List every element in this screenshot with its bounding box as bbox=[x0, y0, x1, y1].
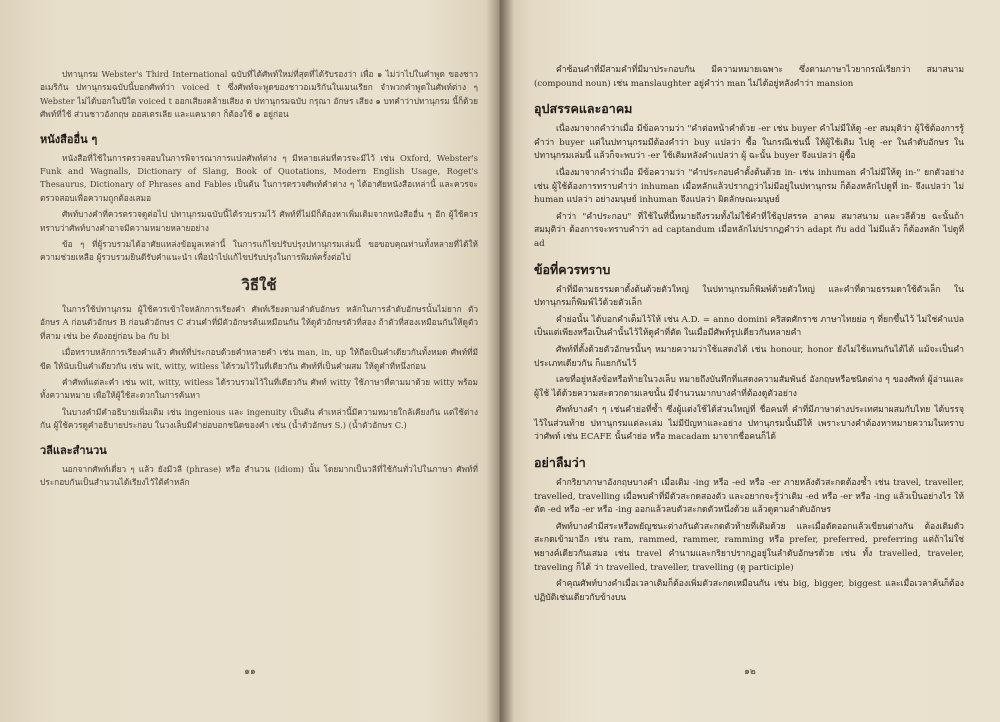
right-paragraph: ศัพท์ที่ตั้งด้วยตัวอักษรนั้นๆ หมายความว่าใช้แสดงได้ เช่น honour, honor ยังไม่ใช้แทนกันได้ได้ แม้จะเป็นคำ ประเภทเดียวกัน ก็แยกกันไว้ bbox=[534, 344, 964, 369]
right-section-heading-remember: อย่าลืมว่า bbox=[534, 455, 586, 471]
left-paragraph: หนังสือที่ใช้ในการตรวจสอบในการพิจารณาการแปลศัพท์ต่าง ๆ มีหลายเล่มที่ควรจะมีไว้ เช่น Oxford, Webster's Funk and Wagnalls, Dictionary of Slang, Book of Quotations, Modern English Usage, Roget's Thesaurus, Dictionary of Phrases and Fables เป็นต้น ในการตรวจศัพท์คำต่าง ๆ ได้อาศัยหนังสือเหล่านี้ และควรจะตรวจสอบเพื่อความถูกต้องเสมอ bbox=[40, 152, 478, 203]
right-paragraph: เนื่องมาจากคำว่าเมื่อ มีข้อความว่า "คำประกอบคำตั้งต้นด้วย in- เช่น inhuman คำไม่มีให้ดู in-" ยกตัวอย่าง เช่น ผู้ใช้ต้องการทราบคำว่า inhuman เมื่อหลักแล้วปรากฏว่าไม่มีอยู่ในปทานุกรม ก็ต้องหลักไปดูที่ in- จึงแปลว่า ไม่ human แปลว่า อย่างมนุษย์ inhuman จึงแปลว่า ผิดลักษณะมนุษย์ bbox=[534, 167, 964, 206]
right-paragraph: คำที่มีตามธรรมดาตั้งต้นด้วยตัวใหญ่ ในปทานุกรมก็พิมพ์ด้วยตัวใหญ่ และคำที่ตามธรรมดาใช้ตัวเล็ก ใน ปทานุกรมก็พิมพ์ไว้ด้วยตัวเล็ก bbox=[534, 284, 964, 309]
left-paragraph: ข้อ ๆ ที่ผู้รวบรวมได้อาศัยแหล่งข้อมูลเหล่านี้ ในการแก้ไขปรับปรุงปทานุกรมเล่มนี้ ขอขอบคุณท่านทั้งหลายที่ได้ให้ความช่วยเหลือ ผู้รวบรวมยินดีรับคำแนะนำ เพื่อนำไปแก้ไขปรับปรุงในการพิมพ์ครั้งต่อไป bbox=[40, 239, 478, 263]
right-paragraph: เลขที่อยู่หลังข้อหรือท้ายในวงเล็บ หมายถึงบันทึกที่แสดงความสัมพันธ์ อังกฤษหรือชนิดต่าง ๆ ของศัพท์ ผู้อ่านและผู้ใช้ ได้ด้วยความสะดวกตามเลขนั้น มีจำนวนมากบางคำที่ต้องดูตัวอย่าง bbox=[534, 375, 964, 399]
left-paragraph: ปทานุกรม Webster's Third International ฉบับที่ได้ศัพท์ใหม่ที่สุดที่ได้รับรองว่า เพื่อ ๑ ไม่ว่าไปในคำพูด ของชาวอเมริกัน ปทานุกรมฉบับนี้บอกศัพท์ว่า voiced t ซึ่งศัพท์จะพูดของชาวอเมริกันในเมนเรียก จำพวกคำพูดในศัพท์ต่าง ๆ Webster ไม่ได้บอกในปีใด voiced t ออกเสียงคล้ายเสียง ด ปทานุกรมฉบับ กรุณา อักษร เสียง ๑ บทคำว่าปทานุกรม นี้ก็ด้วยศัพท์ที่ใช้ ส่วนชาวอังกฤษ ออสเตรเลีย และแคนาดา ก็ต้องใช้ ๑ อยู่ก่อน bbox=[40, 69, 478, 120]
right-paragraph: เนื่องมาจากคำว่าเมื่อ มีข้อความว่า "คำต่อหน้าคำด้วย -er เช่น buyer คำไม่มีให้ดู -er สมมุติว่า ผู้ใช้ต้องการรู้คำว่า buyer แต่ในปทานุกรมมีต้องคำว่า buy แปลว่า ซื้อ ในกรณีเช่นนี้ ให้ผู้ใช้เติม ไปดู -er ในลำดับอักษร ในปทานุกรมเล่มนี้ แล้วก็จะพบว่า -er ใช้เติมหลังคำแปลว่า ผู้ ฉะนั้น buyer จึงแปลว่า ผู้ซื้อ bbox=[534, 124, 964, 162]
right-page bbox=[500, 0, 1000, 722]
right-page-number: ๑๒ bbox=[744, 667, 756, 677]
left-paragraph: ศัพท์บางคำที่ควรตรวจดูต่อไป ปทานุกรมฉบับนี้ได้รวบรวมไว้ ศัพท์ที่ไม่มีก็ต้องหาเพิ่มเติมจากหนังสืออื่น ๆ อีก ผู้ใช้ควรทราบว่าศัพท์บางคำอาจมีความหมายหลายอย่าง bbox=[40, 209, 478, 233]
right-paragraph: คำย่อนั้น ได้บอกคำเต็มไว้ให้ เช่น A.D. = anno domini คริสตศักราช ภาษาไทยย่อ ๆ ที่ยกขึ้นไว้ ไม่ใช่คำแปล เป็นแต่เพียงหรือเป็นคำนั้นไว้ให้ดูคำที่ตัด ในเมื่อมีศัพท์รูปเดียวกันหลายคำ bbox=[534, 314, 964, 339]
left-section-heading-phrases: วลีและสำนวน bbox=[40, 443, 107, 457]
right-section-heading-notes: ข้อที่ควรทราบ bbox=[534, 261, 611, 277]
right-paragraph: คำกริยาภาษาอังกฤษบางคำ เมื่อเติม -ing หรือ -ed หรือ -er ภายหลังตัวสะกดต้องซ้ำ เช่น travel, traveller, travelled, travelling เมื่อพบคำที่มีตัวสะกดสองตัว และอยากจะรู้ว่าเติม -ed หรือ -er หรือ -ing แล้วเป็นอย่างไร ให้ตัด -ed หรือ -er หรือ -ing ออกแล้วลบตัวสะกดตัวหนึ่งด้วย แล้วดูตามลำดับอักษร bbox=[534, 478, 964, 516]
right-paragraph: ศัพท์บางคำมีสระหรือพยัญชนะต่างกันตัวสะกดตัวท้ายที่เติมด้วย และเมื่อตัดออกแล้วเขียนต่างกัน ต้องเติมตัวสะกดเข้ามาอีก เช่น ram, rammed, rammer, ramming หรือ prefer, preferred, preferring แต่ถ้าไม่ใช่พยางค์เดียวกันเสมอ เช่น travel คำนามและกริยาปรากฏอยู่ในลำดับอักษรด้วย เช่น ทั้ง travelled, traveler, traveling ก็ได้ ว่า travelled, traveller, travelling (ดู participle) bbox=[534, 521, 964, 573]
left-section-heading-other-books: หนังสืออื่น ๆ bbox=[40, 132, 98, 146]
left-paragraph: นอกจากศัพท์เดี่ยว ๆ แล้ว ยังมีวลี (phrase) หรือ สำนวน (idiom) นั้น โดยมากเป็นวลีที่ใช้กันทั่วไปในภาษา ศัพท์ที่ประกอบกันเป็นสำนวนได้เรียงไว้ใต้คำหลัก bbox=[40, 463, 478, 487]
right-section-heading-prefixes: อุปสรรคและอาคม bbox=[534, 101, 633, 117]
right-paragraph: คำว่า "คำประกอบ" ที่ใช้ในที่นี้หมายถึงรวมทั้งไม่ใช้คำที่ใช้อุปสรรค อาคม สมาสนาม และวลีด้วย ฉะนั้นถ้า สมมุติว่า ต้องการจะทราบคำว่า ad captandum เมื่อหลักไม่ปรากฏคำว่า adapt กับ add ไม่มีแล้ว ก็ต้องหลัก ไปดูที่ ad bbox=[534, 211, 964, 249]
left-paragraph: ในบางคำมีคำอธิบายเพิ่มเติม เช่น ingenious และ ingenuity เป็นต้น คำเหล่านี้มีความหมายใกล้เคียงกัน แต่ใช้ต่างกัน ผู้ใช้ควรดูคำอธิบายประกอบ ในวงเล็บมีคำย่อบอกชนิดของคำ เช่น (น้ำตัวอักษร S.) (น้ำตัวอักษร C.) bbox=[40, 406, 478, 431]
left-paragraph: ในการใช้ปทานุกรม ผู้ใช้ควรเข้าใจหลักการเรียงคำ ศัพท์เรียงตามลำดับอักษร หลักในการลำดับอักษรนั้นไม่ยาก ตัวอักษร A ก่อนตัวอักษร B ก่อนตัวอักษร C ส่วนคำที่มีตัวอักษรต้นเหมือนกัน ให้ดูตัวอักษรตัวที่สอง ถ้าตัวที่สองเหมือนกันให้ดูตัวที่สาม เช่น be ต้องอยู่ก่อน ba กับ bi bbox=[40, 303, 478, 341]
right-paragraph: ศัพท์บางคำ ๆ เช่นคำย่อที่ซ้ำ ซึ่งผู้แต่งใช้ได้ส่วนใหญ่ที่ ชื่อคนที่ คำที่มีภาษาต่างประเทศมาผสมกับไทย ได้บรรจุไว้ในส่วนท้าย ปทานุกรมแต่ละเล่ม ไม่มีปัญหาและอย่าง ปทานุกรมนั้นมีให้ เพราะบางคำต้องหาหมายความในทราบ ว่าศัพท์ เช่น ECAFE นั้นคำย่อ หรือ macadam มาจากชื่อคนก็ได้ bbox=[534, 405, 964, 443]
right-paragraph: คำซ้อนคำที่มีสามคำที่มีมาประกอบกัน มีความหมายเฉพาะ ซึ่งตามภาษาไวยากรณ์เรียกว่า สมาสนาม (compound noun) เช่น manslaughter อยู่คำว่า man ไม่ได้อยู่หลังคำว่า mansion bbox=[534, 65, 964, 89]
left-section-heading-usage: วิธีใช้ bbox=[241, 275, 277, 294]
left-paragraph: เมื่อทราบหลักการเรียงคำแล้ว ศัพท์ที่ประกอบด้วยคำหลายคำ เช่น man, in, up ให้ถือเป็นคำเดียวกันทั้งหมด ศัพท์ที่มีขีด ให้นับเป็นคำเดียวกัน เช่น wit, witty, witless ได้รวมไว้ในที่เดียวกัน ศัพท์ที่เป็นคำผสม ให้ดูคำที่หนึ่งก่อน bbox=[40, 347, 478, 371]
left-paragraph: คำศัพท์แต่ละคำ เช่น wit, witty, witless ได้รวบรวมไว้ในที่เดียวกัน ศัพท์ witty ใช้ภาษาที่ตามมาด้วย witty พร้อมทั้งความหมาย เพื่อให้ผู้ใช้สะดวกในการค้นหา bbox=[40, 376, 478, 401]
left-page-number: ๑๑ bbox=[244, 667, 256, 677]
right-paragraph: คำคุณศัพท์บางคำเมื่อเวลาเติมก็ต้องเพิ่มตัวสะกดเหมือนกัน เช่น big, bigger, biggest และเมื่อเวลาค้นก็ต้องปฏิบัติเช่นเดียวกับข้างบน bbox=[534, 579, 964, 603]
